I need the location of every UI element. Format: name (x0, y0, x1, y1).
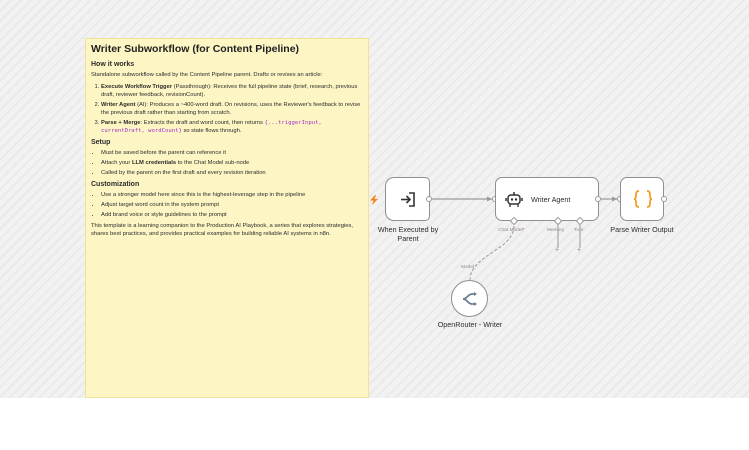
writer-agent-box[interactable] (495, 177, 599, 221)
list-item: • Called by the parent on the first draft and every revision iteration (101, 169, 363, 177)
sticky-title: Writer Subworkflow (for Content Pipeline) (91, 43, 300, 55)
openrouter-node-label: OpenRouter - Writer (437, 320, 503, 329)
list-bold: LLM credentials (131, 160, 177, 166)
parse-output-port[interactable] (661, 196, 667, 202)
add-tool-plus-icon[interactable]: + (577, 247, 582, 254)
code-snippet: currentDraft, wordCount} (101, 128, 182, 134)
code-snippet: {...triggerInput, (264, 120, 322, 126)
trigger-output-port[interactable] (426, 196, 432, 202)
trigger-node-label: When Executed by Parent (377, 225, 439, 243)
sticky-intro: Standalone subworkflow called by the Content Pipeline parent. Drafts or revises an article: (91, 72, 323, 78)
how-it-works-heading: How it works (91, 61, 135, 68)
required-mark: * (522, 228, 525, 233)
robot-icon (505, 190, 523, 208)
list-item: • Adjust target word count in the system prompt (101, 201, 363, 209)
list-item: • Use a stronger model here since this is the highest-leverage step in the pipeline (101, 191, 363, 199)
list-text: Attach your (101, 160, 132, 166)
step-text: (AI): Produces a ~400-word draft. On revisions, uses the Reviewer's feedback to revise the previous draft rather than starting from scratch. (101, 102, 361, 116)
memory-port-label: Memory (547, 228, 565, 233)
openrouter-node-circle[interactable] (451, 280, 488, 317)
setup-heading: Setup (91, 139, 111, 146)
step-name: Parse + Merge (101, 120, 141, 126)
writer-agent-label: Writer Agent (531, 195, 571, 204)
customization-heading: Customization (91, 181, 140, 188)
step-text: : Extracts the draft and word count, then returns (140, 120, 265, 126)
openrouter-icon (462, 291, 478, 307)
chat-model-text: Chat Model (498, 228, 523, 233)
chat-model-port-label (498, 228, 524, 233)
agent-output-port[interactable] (595, 196, 601, 202)
tool-port-label: Tool (574, 228, 583, 233)
parse-output-box[interactable] (620, 177, 664, 221)
curly-braces-icon (633, 190, 653, 208)
sticky-footer: This template is a learning companion to the Production AI Playbook, a series that explores strategies, shares best practices, and provides practical examples for building reliable AI systems in n8n. (91, 223, 353, 237)
trigger-node-box[interactable] (385, 177, 430, 221)
list-item: • Must be saved before the parent can reference it (101, 149, 363, 157)
list-text: to the Chat Model sub-node (176, 160, 250, 166)
step-text: (Passthrough): Receives the full pipeline state (brief, research, previous draft, reviewer feedback, revisionCount). (101, 84, 358, 98)
step-text: so state flows through. (181, 128, 242, 134)
model-connection-label: Model (461, 265, 475, 270)
add-memory-plus-icon[interactable]: + (555, 247, 560, 254)
step-name: Execute Workflow Trigger (101, 84, 173, 90)
lightning-icon (370, 195, 378, 205)
step-name: Writer Agent (101, 102, 136, 108)
list-item: • Add brand voice or style guidelines to the prompt (101, 211, 363, 219)
parse-output-label: Parse Writer Output (610, 225, 674, 234)
sign-in-arrow-icon (399, 191, 417, 208)
